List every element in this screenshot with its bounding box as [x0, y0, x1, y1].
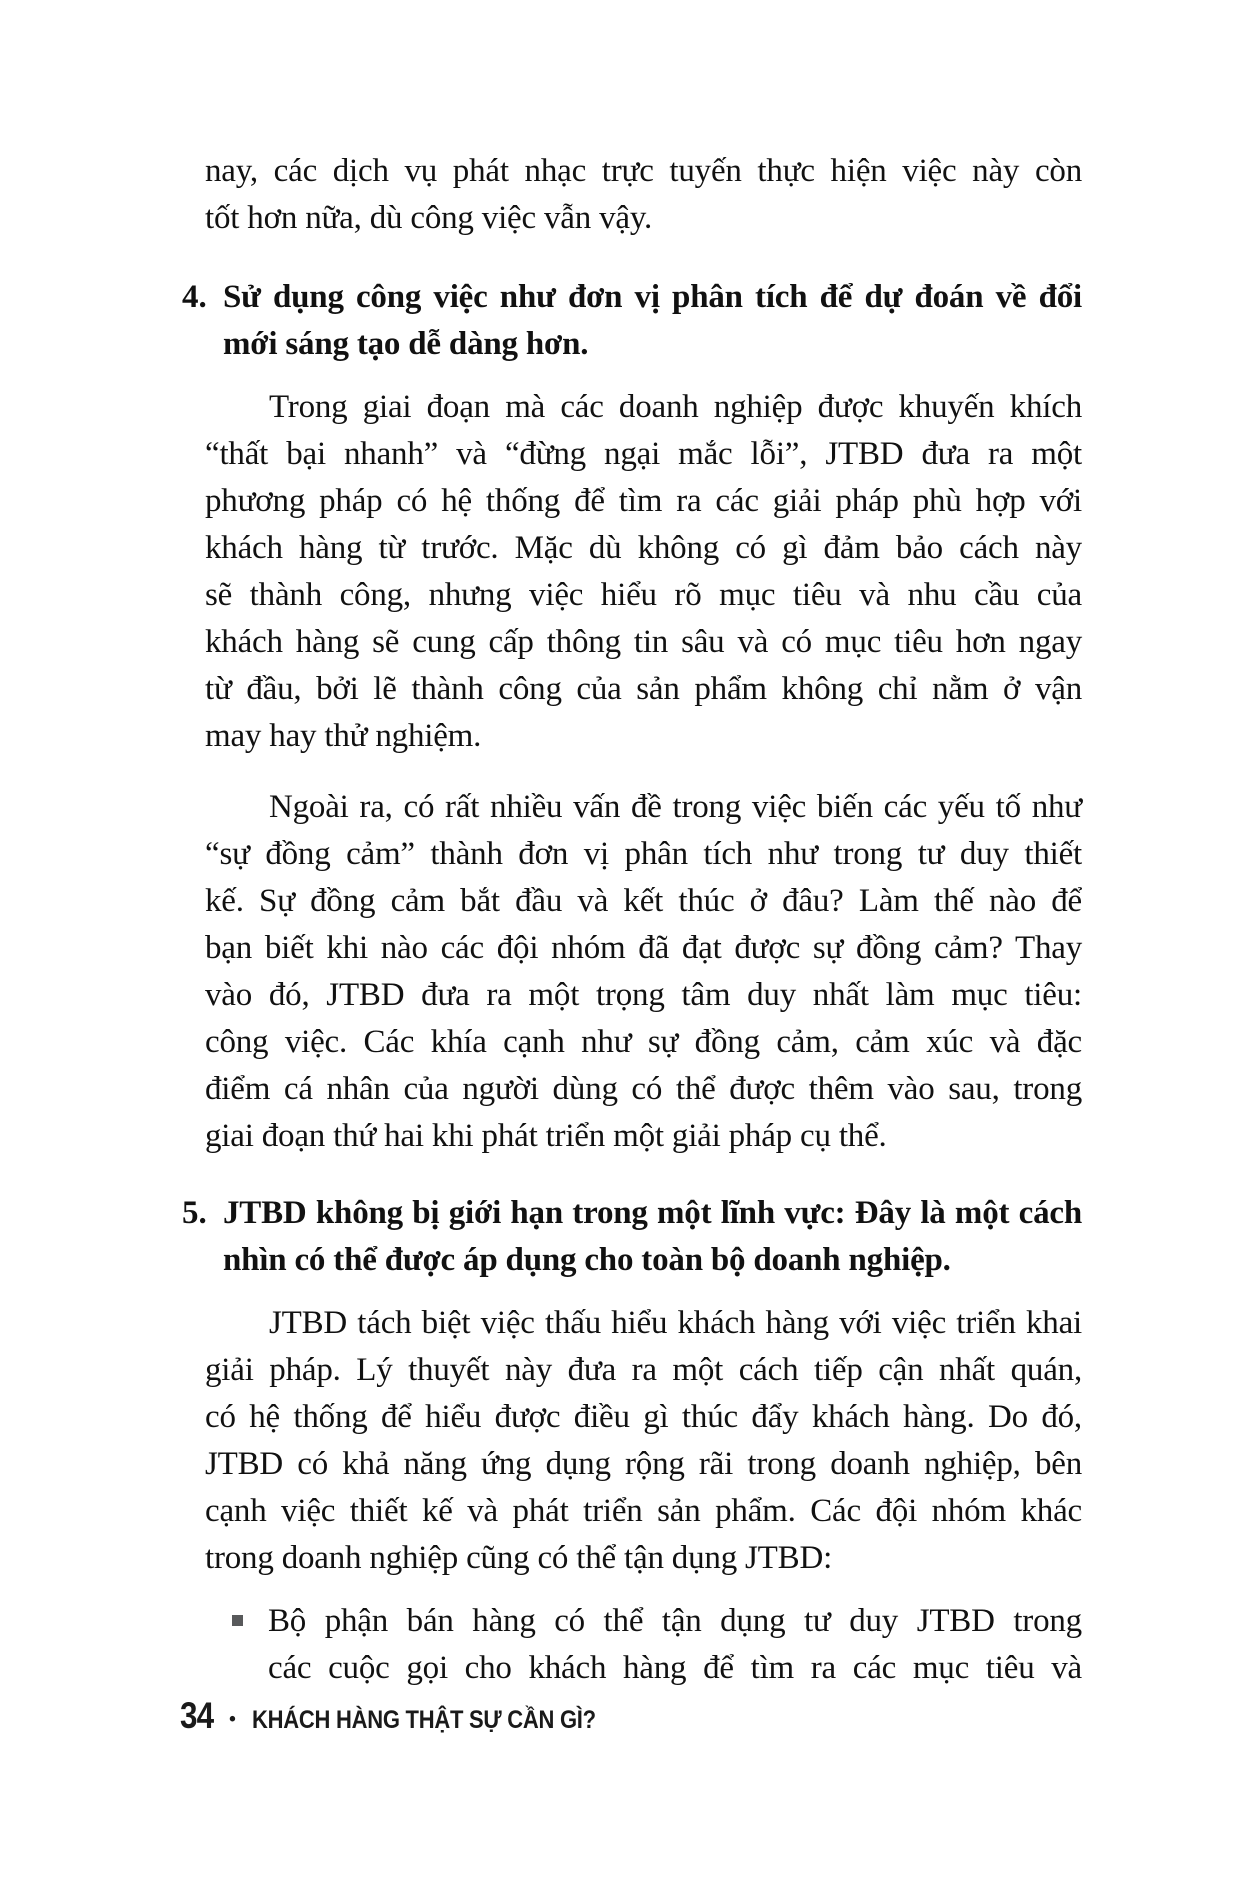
- paragraph: [205, 784, 1082, 1160]
- heading-line: mới sáng tạo dễ dàng hơn.: [223, 326, 589, 362]
- text-line: giai đoạn thứ hai khi phát triển một giải pháp cụ thể.: [205, 1118, 887, 1154]
- text-line: sẽ thành công, nhưng việc hiểu rõ mục tiêu và nhu cầu của: [205, 577, 1082, 613]
- text-line: tốt hơn nữa, dù công việc vẫn vậy.: [205, 200, 653, 236]
- section-heading-4: [182, 274, 1082, 368]
- text-line: điểm cá nhân của người dùng có thể được thêm vào sau, trong: [205, 1071, 1082, 1107]
- text-line: trong doanh nghiệp cũng có thể tận dụng JTBD:: [205, 1540, 833, 1576]
- text-line: các cuộc gọi cho khách hàng để tìm ra các mục tiêu và: [268, 1650, 1082, 1686]
- page-number: 34: [180, 1695, 214, 1736]
- book-title: KHÁCH HÀNG THẬT SỰ CẦN GÌ?: [251, 1706, 596, 1734]
- text-line: kế. Sự đồng cảm bắt đầu và kết thúc ở đâu? Làm thế nào để: [205, 883, 1082, 919]
- heading-line: Sử dụng công việc như đơn vị phân tích để dự đoán về đổi: [223, 279, 1082, 315]
- section-number: 4.: [182, 279, 207, 315]
- heading-line: JTBD không bị giới hạn trong một lĩnh vực: Đây là một cách: [223, 1195, 1082, 1231]
- text-line: giải pháp. Lý thuyết này đưa ra một cách tiếp cận nhất quán,: [205, 1352, 1082, 1388]
- text-line: “thất bại nhanh” và “đừng ngại mắc lỗi”, JTBD đưa ra một: [205, 436, 1082, 472]
- page-body: [182, 148, 1082, 1692]
- text-line: “sự đồng cảm” thành đơn vị phân tích như trong tư duy thiết: [205, 836, 1082, 872]
- text-line: JTBD có khả năng ứng dụng rộng rãi trong doanh nghiệp, bên: [205, 1446, 1082, 1482]
- text-line: nay, các dịch vụ phát nhạc trực tuyến thực hiện việc này còn: [205, 153, 1082, 189]
- text-line: Bộ phận bán hàng có thể tận dụng tư duy JTBD trong: [268, 1603, 1082, 1639]
- footer-separator-dot: •: [229, 1709, 236, 1730]
- text-line: bạn biết khi nào các đội nhóm đã đạt được sự đồng cảm? Thay: [205, 930, 1082, 966]
- heading-line: nhìn có thể được áp dụng cho toàn bộ doanh nghiệp.: [223, 1242, 951, 1278]
- text-line: khách hàng từ trước. Mặc dù không có gì đảm bảo cách này: [205, 530, 1082, 566]
- section-heading-5: [182, 1190, 1082, 1284]
- text-line: may hay thử nghiệm.: [205, 718, 482, 754]
- text-line: Trong giai đoạn mà các doanh nghiệp được khuyến khích: [269, 389, 1082, 425]
- text-line: vào đó, JTBD đưa ra một trọng tâm duy nhất làm mục tiêu:: [205, 977, 1082, 1013]
- bullet-square-icon: [232, 1615, 243, 1626]
- text-line: có hệ thống để hiểu được điều gì thúc đẩy khách hàng. Do đó,: [205, 1399, 1082, 1435]
- page-footer: [180, 1695, 643, 1737]
- text-line: Ngoài ra, có rất nhiều vấn đề trong việc biến các yếu tố như: [269, 789, 1082, 825]
- text-line: từ đầu, bởi lẽ thành công của sản phẩm không chỉ nằm ở vận: [205, 671, 1082, 707]
- text-line: JTBD tách biệt việc thấu hiểu khách hàng với việc triển khai: [269, 1305, 1082, 1341]
- text-line: phương pháp có hệ thống để tìm ra các giải pháp phù hợp với: [205, 483, 1082, 519]
- text-line: cạnh việc thiết kế và phát triển sản phẩm. Các đội nhóm khác: [205, 1493, 1082, 1529]
- paragraph: [205, 1300, 1082, 1582]
- paragraph-continuation: [205, 148, 1082, 242]
- text-line: công việc. Các khía cạnh như sự đồng cảm, cảm xúc và đặc: [205, 1024, 1082, 1060]
- paragraph: [205, 384, 1082, 760]
- bullet-marker-column: [205, 1598, 268, 1692]
- text-line: khách hàng sẽ cung cấp thông tin sâu và có mục tiêu hơn ngay: [205, 624, 1082, 660]
- section-number: 5.: [182, 1195, 207, 1231]
- bullet-item: [205, 1598, 1082, 1692]
